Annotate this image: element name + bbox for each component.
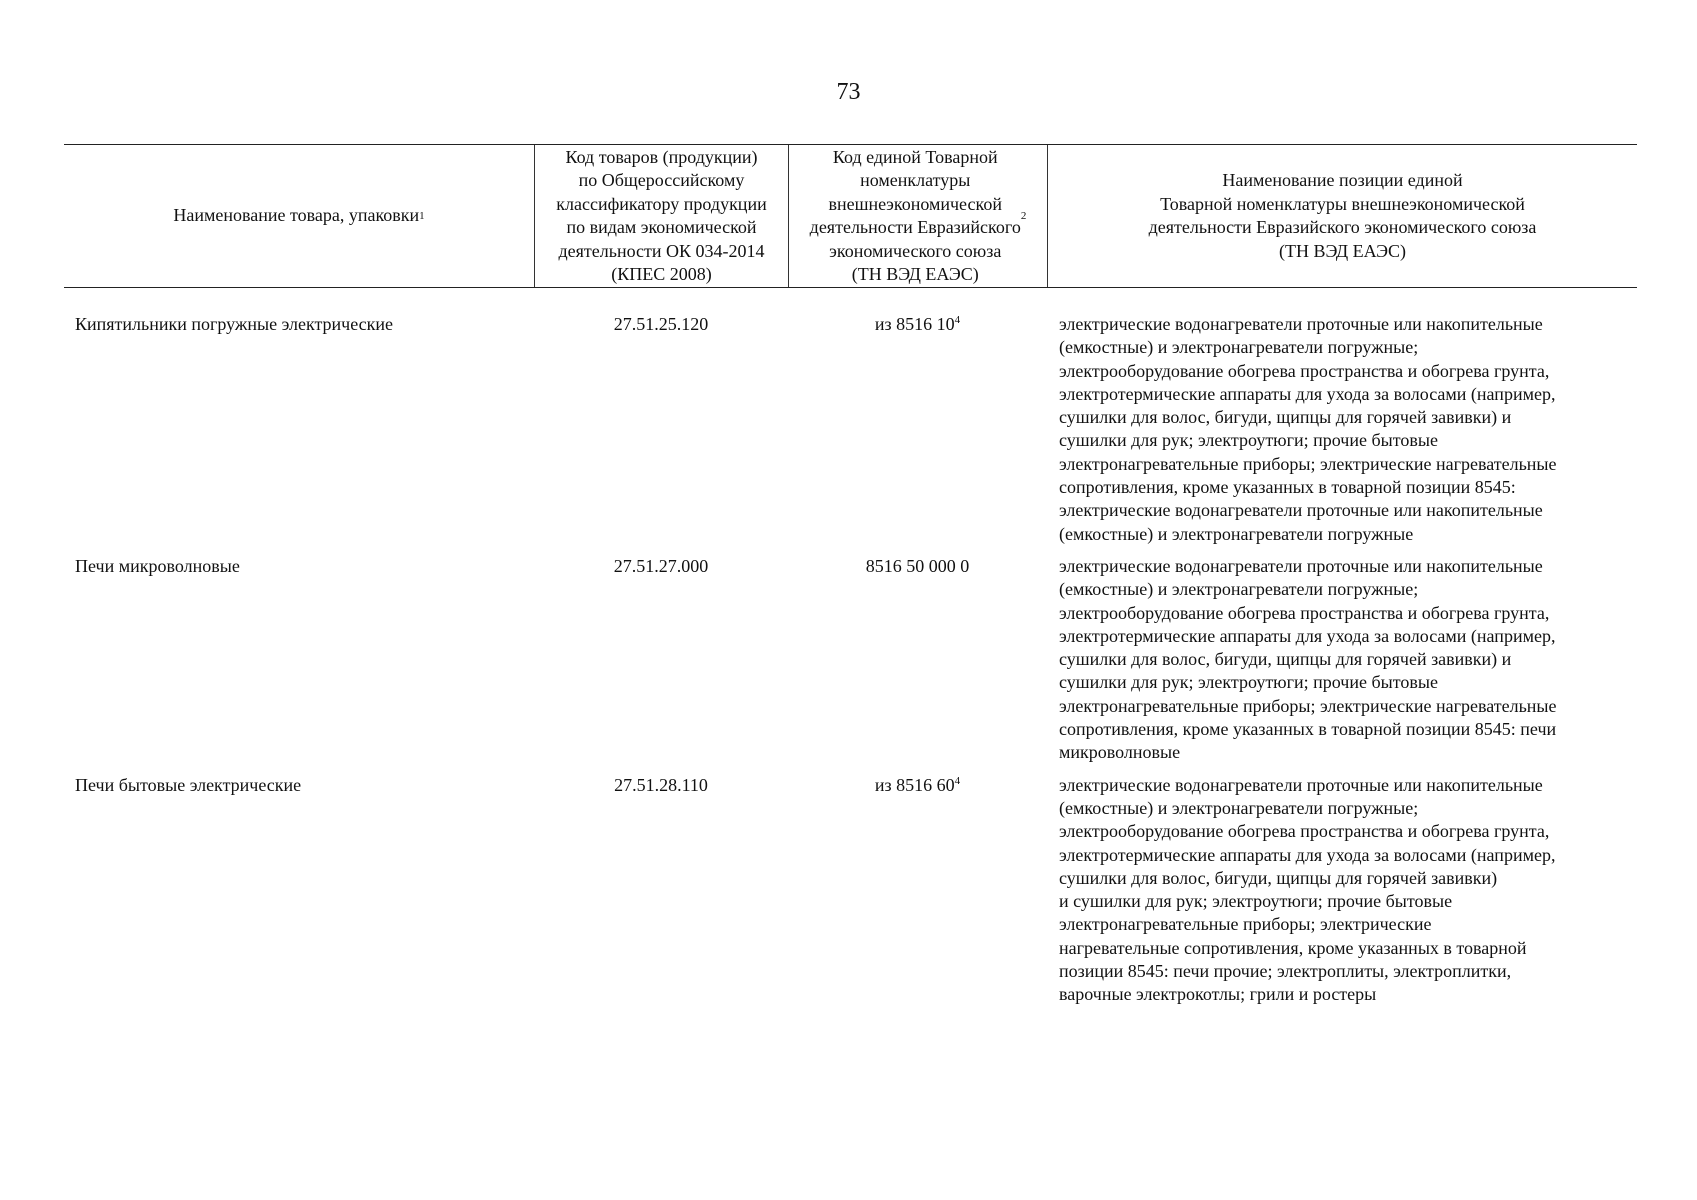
- goods-name: Печи бытовые электрические: [75, 774, 302, 795]
- tnved-description: электрические водонагреватели проточные или накопительные (емкостные) и электронагреватели погружные; электрооборудование обогрева пространства и обогрева грунта, электротермические аппараты для ухода за волосами (например, сушилки для волос, бигуди, щипцы для горячей завивки) и сушилки для рук; электроутюги; прочие бытовые электронагревательные приборы; электрические нагревательные сопротивления, кроме указанных в товарной позиции 8545: печи прочие; электроплиты, электроплитки, варочные электрокотлы; грили и ростеры: [1059, 774, 1556, 1005]
- header-okpd-code: [534, 145, 788, 287]
- tnved-description: электрические водонагреватели проточные или накопительные (емкостные) и электронагреватели погружные; электрооборудование обогрева пространства и обогрева грунта, электротермические аппараты для ухода за волосами (например, сушилки для волос, бигуди, щипцы для горячей завивки) и сушилки для рук; электроутюги; прочие бытовые электронагревательные приборы; электрические нагревательные сопротивления, кроме указанных в товарной позиции 8545: печи микроволновые: [1059, 555, 1557, 763]
- header-tnved-code: Код единой Товарной номенклатуры внешнеэкономической деятельности Евразийского экономического союза (ТН ВЭД ЕАЭС) 2: [788, 145, 1047, 287]
- header-tnved-name: [1047, 145, 1637, 287]
- tnved-code: [788, 774, 1047, 1007]
- tnved-code: [788, 313, 1047, 546]
- table-row: [64, 765, 1637, 1007]
- table-header: [64, 144, 1637, 288]
- tnved-code-text: из 8516 10: [874, 314, 955, 334]
- footnote-mark: 4: [954, 314, 961, 326]
- header-text: Код единой Товарной номенклатуры внешнеэкономической деятельности Евразийского экономического союза (ТН ВЭД ЕАЭС): [809, 146, 1021, 284]
- tnved-code: [788, 555, 1047, 765]
- goods-name: Кипятильники погружные электрические: [75, 314, 394, 334]
- header-text: Наименование позиции единой Товарной номенклатуры внешнеэкономической деятельности Евразийского экономического союза (ТН ВЭД ЕАЭС): [1148, 170, 1537, 261]
- footnote-mark: 4: [954, 774, 961, 787]
- header-goods-name: Наименование товара, упаковки 1: [64, 145, 534, 287]
- okpd-code: 27.51.28.110: [614, 774, 708, 795]
- goods-name: Печи микроволновые: [75, 555, 240, 576]
- tnved-code-text: из 8516 60: [874, 774, 955, 795]
- goods-table: [64, 144, 1637, 1007]
- table-row: [64, 546, 1637, 765]
- tnved-code-text: 8516 50 000 0: [865, 555, 970, 576]
- page-number: 73: [836, 79, 861, 105]
- table-row: [64, 288, 1637, 546]
- okpd-code: 27.51.25.120: [613, 314, 709, 334]
- tnved-description: электрические водонагреватели проточные или накопительные (емкостные) и электронагреватели погружные; электрооборудование обогрева пространства и обогрева грунта, электротермические аппараты для ухода за волосами (например, сушилки для волос, бигуди, щипцы для горячей завивки) и сушилки для рук; электроутюги; прочие бытовые электронагревательные приборы; электрические нагревательные сопротивления, кроме указанных в товарной позиции 8545: электрические водонагреватели проточные или накопительные (емкостные) и электронагреватели погружные: [1059, 314, 1557, 544]
- header-text: Наименование товара, упаковки: [173, 205, 420, 226]
- okpd-code: 27.51.27.000: [613, 555, 709, 576]
- header-text: Код товаров (продукции) по Общероссийскому классификатору продукции по видам экономической деятельности ОК 034-2014 (КПЕС 2008): [556, 146, 767, 284]
